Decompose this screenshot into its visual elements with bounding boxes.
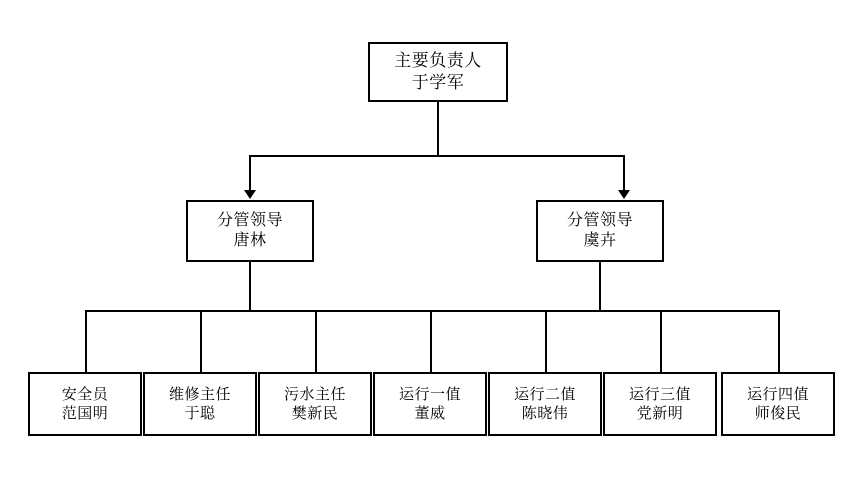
connector-leaf-drop-7 <box>778 310 780 372</box>
node-mid-2-line1: 分管领导 <box>566 211 633 229</box>
node-leaf-3[interactable] <box>258 372 372 436</box>
connector-leaf-drop-4 <box>430 310 432 372</box>
node-mid-1-line1: 分管领导 <box>216 211 283 229</box>
node-root[interactable] <box>368 42 508 102</box>
node-mid-1-line2: 唐林 <box>233 232 267 249</box>
node-leaf-2-line1: 维修主任 <box>168 385 231 403</box>
connector-mid2-stem <box>599 262 601 311</box>
node-leaf-3-line1: 污水主任 <box>283 385 346 403</box>
node-leaf-4-line2: 董威 <box>414 405 446 422</box>
node-leaf-1-line2: 范国明 <box>61 405 109 422</box>
node-leaf-5-line1: 运行二值 <box>513 385 576 403</box>
node-leaf-6[interactable] <box>603 372 717 436</box>
node-leaf-2[interactable] <box>143 372 257 436</box>
connector-leaf-drop-3 <box>315 310 317 372</box>
node-leaf-4[interactable] <box>373 372 487 436</box>
connector-leaf-drop-6 <box>660 310 662 372</box>
connector-mid1-stem <box>249 262 251 311</box>
connector-root-stem <box>437 102 439 156</box>
node-mid-1[interactable] <box>186 200 314 262</box>
connector-leaf-drop-2 <box>200 310 202 372</box>
node-leaf-5[interactable] <box>488 372 602 436</box>
connector-leaf-drop-1 <box>85 310 87 372</box>
connector-mid-drop-2 <box>623 155 625 192</box>
arrow-mid-1 <box>244 190 256 199</box>
node-leaf-1[interactable] <box>28 372 142 436</box>
connector-leaf-bus <box>85 310 780 312</box>
node-mid-2[interactable] <box>536 200 664 262</box>
node-mid-2-line2: 虞卉 <box>583 232 617 249</box>
node-leaf-7-line1: 运行四值 <box>746 385 809 403</box>
node-leaf-4-line1: 运行一值 <box>398 385 461 403</box>
node-leaf-7[interactable] <box>721 372 835 436</box>
node-leaf-6-line1: 运行三值 <box>628 385 691 403</box>
node-leaf-7-line2: 师俊民 <box>754 405 802 422</box>
connector-mid-bus <box>249 155 625 157</box>
node-leaf-1-line1: 安全员 <box>61 385 109 403</box>
node-leaf-6-line2: 党新明 <box>636 405 684 422</box>
node-leaf-3-line2: 樊新民 <box>291 405 339 422</box>
node-root-line1: 主要负责人 <box>394 51 482 71</box>
node-root-line2: 于学军 <box>411 73 465 92</box>
node-leaf-2-line2: 于聪 <box>184 405 216 422</box>
node-leaf-5-line2: 陈晓伟 <box>521 405 569 422</box>
connector-leaf-drop-5 <box>545 310 547 372</box>
arrow-mid-2 <box>618 190 630 199</box>
connector-mid-drop-1 <box>249 155 251 192</box>
